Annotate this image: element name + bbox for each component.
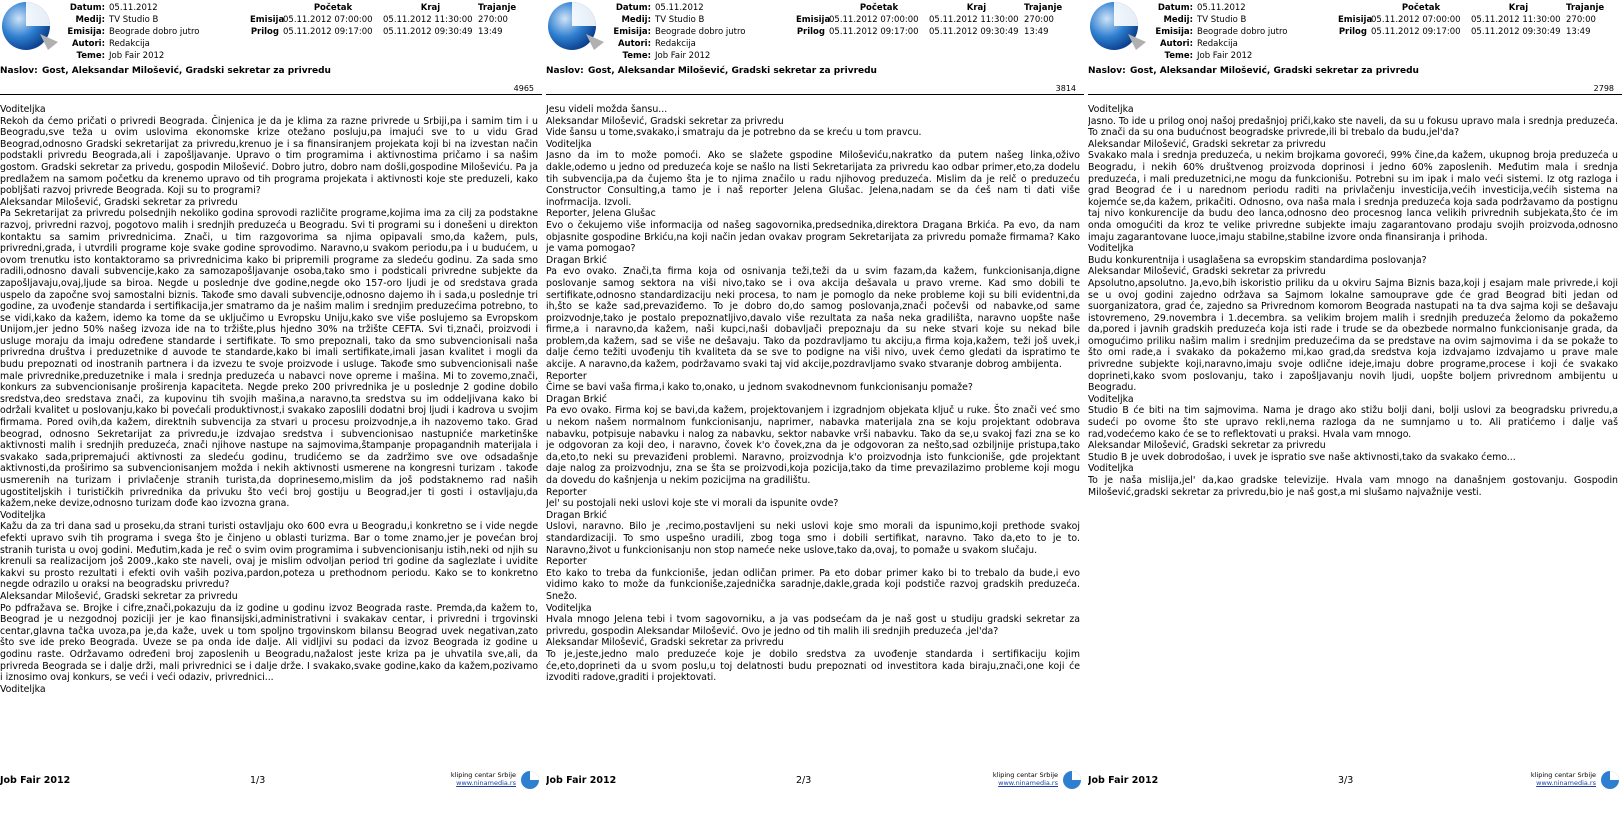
transcript-body xyxy=(0,104,542,695)
trajanje-header: Trajanje xyxy=(1566,3,1605,13)
autori-label: Autori: xyxy=(1159,39,1193,49)
naslov-label: Naslov: xyxy=(1088,66,1126,76)
transcript-paragraph: Po pdfražava se. Brojke i cifre,znači,pokazuju da iz godine u godinu izvoz Beograda raste. Premda,da kažem to, Beograd je u nezgodnoj poziciji jer je kao finansijski,administrativni i svakakav centar, i privredni i trgovinski centar,glavna tačka uvoza,pa je,da kaže, uvek u tom spoljno trgovinskom bilansu Beograd uvek negativan,zato što sve ide preko Beograda. Uveze se pa onda ide dalje. Ali vidljivi su podaci da izvoz Beograda iz godine u godinu raste. Održavamo određeni broj zaposlenih u Beogradu,nažalost jeste kriza pa je uhvatila sve,ali, da privreda Beograda se i dalje drži, mali privrednici se i dalje drže. I svakako,svake godine,kako da kažem,pozivamo i iznosimo ovaj konkurs, se veći i veći odaziv, privrednici... xyxy=(0,602,538,684)
emisija-kraj: 05.11.2012 11:30:00 xyxy=(383,15,473,25)
emisija-pocetak: 05.11.2012 07:00:00 xyxy=(829,15,919,25)
medij-label: Medij: xyxy=(1163,15,1193,25)
autori-label: Autori: xyxy=(617,39,651,49)
teme-value: Job Fair 2012 xyxy=(1197,51,1253,61)
speaker-label: Aleksandar Milošević, Gradski sekretar za privredu xyxy=(0,196,238,208)
autori-value: Redakcija xyxy=(109,39,150,49)
speaker-label: Dragan Brkić xyxy=(546,509,607,521)
emisija-pocetak: 05.11.2012 07:00:00 xyxy=(283,15,373,25)
speaker-label: Aleksandar Milošević, Gradski sekretar za privredu xyxy=(0,590,238,602)
header-divider xyxy=(0,94,542,95)
autori-label: Autori: xyxy=(71,39,105,49)
broadcast-meta xyxy=(608,2,745,62)
emisija-kraj: 05.11.2012 11:30:00 xyxy=(1471,15,1561,25)
transcript-paragraph: Vide šansu u tome,svakako,i smatraju da je potrebno da se kreću u tom pravcu. xyxy=(546,127,922,139)
prilog-pocetak: 05.11.2012 09:17:00 xyxy=(829,27,919,37)
prilog-row-label: Prilog xyxy=(1338,27,1367,37)
timing-table xyxy=(796,2,1064,38)
naslov-line xyxy=(546,66,1084,76)
pocetak-header: Početak xyxy=(859,3,899,13)
prilog-trajanje: 13:49 xyxy=(1566,27,1591,37)
document-page-1 xyxy=(0,0,542,817)
teme-label: Teme: xyxy=(1164,51,1193,61)
emisija-label: Emisija: xyxy=(67,27,105,37)
emisija-trajanje: 270:00 xyxy=(1566,15,1596,25)
transcript-paragraph: Pa evo ovako. Znači,ta firma koja od osnivanja teži,teži da u svim fazam,da kažem, funkcionisanja,digne poslovanje samog sektora na viši nivo,tako se i ova akcija dešavala u pravo vreme. Kad smo dobili te sertifikate,odnosno standardizaciju neki procesa, to nam je pomoglo da neke probleme koji su bili evidentni,da ih,što se kaže sad,prevaziđemo. To je dobro do,do samog poslovanja,znači počevši od nabavke,od same proizvodnje,tako je postalo prepoznatljivo,davalo više rezultata za naša neka gradilišta, naravno uopšte naše firme,a i naravno,da kažem, naši kupci,naši dobavljači prepoznaju da su neke stvari koje su nekad bile problem,da kažem, sad se više ne dešavaju. Tako da pozdravljamo tu akciju,a firma koja,kažem, teži još uvek,i dalje ćemo težiti uvođenju tih kvaliteta da se sve to podigne na viši nivo, uvek ćemo gledati da ispratimo te akcije. A naravno,da kažem, podržavamo svaki taj vid akcije,pozdravljamo svako stvaranje dobrog ambijenta. xyxy=(546,266,1080,371)
prilog-kraj: 05.11.2012 09:30:49 xyxy=(383,27,473,37)
medij-label: Medij: xyxy=(621,15,651,25)
page-footer xyxy=(546,770,1084,800)
emisija-trajanje: 270:00 xyxy=(478,15,508,25)
pocetak-header: Početak xyxy=(1401,3,1441,13)
transcript-paragraph: Jasno da im to može pomoći. Ako se slažete gspodine Miloševiću,nakratko da putem našeg linka,oživo dakle,odemo u jedno od preduzeća koje se našlo na listi Sekretarijata za privredu kao odbar primer,eto,za dodelu tih subvencija,pa da čujemo šta je to njima značilo u radu njihovog preduzeća. Mislim da je relč o preduzeću Constructor Consulting,a tamo je i naš reporter Jelena Glušac. Jelena,nadam se da ćeš nam ti dati više inofrmacija. Izvoli. xyxy=(546,150,1080,208)
speaker-label: Aleksandar Milošević, Gradski sekretar za privredu xyxy=(1088,138,1326,150)
transcript-paragraph: Jasno. To ide u prilog onoj našoj predašnjoj priči,kako ste naveli, da su u fokusu upravo mala i srednja preduzeća. To znači da su ona budućnost beogradske privrede,ili bi trebalo da budu,jel'da? xyxy=(1088,115,1618,139)
footer-brand xyxy=(451,771,516,787)
footer-brand-name: kliping centar Srbije xyxy=(450,771,516,779)
emisija-value: Beograde dobro jutro xyxy=(109,27,200,37)
footer-url-link[interactable]: www.ninamedia.rs xyxy=(998,779,1058,787)
autori-value: Redakcija xyxy=(1197,39,1238,49)
page-header xyxy=(1088,0,1622,66)
medij-value: TV Studio B xyxy=(109,15,159,25)
character-count: 3814 xyxy=(1055,84,1076,93)
medij-value: TV Studio B xyxy=(655,15,705,25)
header-divider xyxy=(546,94,1084,95)
naslov-label: Naslov: xyxy=(546,66,584,76)
speaker-label: Aleksandar Milošević, Gradski sekretar za privredu xyxy=(546,115,784,127)
naslov-value: Gost, Aleksandar Milošević, Gradski sekretar za privredu xyxy=(588,66,877,76)
kraj-header: Kraj xyxy=(1508,3,1529,13)
broadcast-meta xyxy=(62,2,199,62)
transcript-paragraph: Rekoh da ćemo pričati o privredi Beograda. Činjenica je da je klima za razne privrede u Srbiji,pa i samim tim i u Beogradu,sve teža u ovim uslovima ekonomske krize otežano posluju,pa imajući sve to u vidu Grad Beograd,odnosno Gradski sekretarijat za privredu,krenuo je i sa finansiranjem projekata koji bi na izvestan način podstakli privredu Beograda,ali i zapošljavanje. Upravo o tim programima i aktivnostima pričamo i sa našim gostom. Gradski sekretar za privedu, gospodin Milošević. Dobro jutro, dobro nam došli,gospodine Miloševiću. Pa ja predlažem na samom početku da krenemo upravo od tih programa projekata i aktivnosti koje ste preduzeli, kako pobljšati razvoj privrede Beograda. Koji su to programi? xyxy=(0,115,538,197)
datum-value: 05.11.2012 xyxy=(109,3,158,13)
transcript-paragraph: Hvala mnogo Jelena tebi i tvom sagovorniku, a ja vas podsećam da je naš gost u studiju gradski sekretar za privredu, gospodin Aleksandar Milošević. Ovo je jedno od tih malih ili srednjih preduzeća ,jel'da? xyxy=(546,614,1080,637)
pocetak-header: Početak xyxy=(313,3,353,13)
speaker-label: Aleksandar Milošević, Gradski sekretar za privredu xyxy=(1088,266,1326,278)
transcript-paragraph: Evo o čekujemo više informacija od našeg sagovornika,predsednika,direktora Dragana Brkića. Pa evo, da nam objasnite gospodine Brkiću,na koji način jedan ovakav program Sekretarijata za privredu pomaže firmama? Kako je vama pomogao? xyxy=(546,219,1080,255)
page-footer xyxy=(1088,770,1622,800)
transcript-paragraph: Čime se bavi vaša firma,i kako to,onako, u jednom svakodnevnom funkcionisanju pomaže? xyxy=(546,382,973,394)
speaker-label: Voditeljka xyxy=(1088,463,1134,475)
ninamedia-globe-logo-icon xyxy=(546,0,606,54)
datum-value: 05.11.2012 xyxy=(655,3,704,13)
speaker-label: Voditeljka xyxy=(0,104,46,115)
emisija-label: Emisija: xyxy=(613,27,651,37)
footer-brand xyxy=(1531,771,1596,787)
speaker-label: Voditeljka xyxy=(1088,393,1134,405)
medij-value: TV Studio B xyxy=(1197,15,1247,25)
broadcast-meta xyxy=(1150,2,1287,62)
emisija-value: Beograde dobro jutro xyxy=(655,27,746,37)
naslov-label: Naslov: xyxy=(0,66,38,76)
ninamedia-globe-logo-icon xyxy=(1088,0,1148,54)
page-header xyxy=(546,0,1084,66)
speaker-label: Reporter xyxy=(546,556,587,568)
datum-label: Datum: xyxy=(1157,3,1193,13)
trajanje-header: Trajanje xyxy=(1024,3,1063,13)
prilog-trajanje: 13:49 xyxy=(478,27,503,37)
prilog-row-label: Prilog xyxy=(796,27,825,37)
naslov-value: Gost, Aleksandar Milošević, Gradski sekretar za privredu xyxy=(1130,66,1419,76)
transcript-paragraph: Svakako mala i srednja preduzeća, u nekim brojkama govoreći, 99% čine,da kažem, ukupnog broja preduzeća u Beogradu, i nekih 60% društvenog proizvoda doprinosi i jedno 60% zaposlenih. Međutim mala i srednja preduzeća, i mali preduzetnici,ne mogu da funkcionišu. Potrebni su im ipak i malo veći sistemi. Iz otg razloga i grad Beograd će i u narednom periodu raditi na privlačenju investicija,većih investicija,većih sistema na kojemće se,da kažem, prikačiti. Odnosno, ova naša mala i srednja preduzeća koja sada podržavamo da postignu taj nivo konkurencije da budu deo lanca,odnosno deo procesnog lanca velikih privrednih subjekata,što će im onda omogućiti da kroz te velike privredne subjekte imaju zagarantovano prodaju svojih proizvoda,odnosno imaju zagarantovane luoce,imaju stabilne,stabilne izvore onda finansiranja i prihoda. xyxy=(1088,150,1618,243)
transcript-body xyxy=(1088,104,1622,498)
emisija-pocetak: 05.11.2012 07:00:00 xyxy=(1371,15,1461,25)
page-indicator: 2/3 xyxy=(796,775,812,786)
transcript-paragraph: Studio B je uvek dobrodošao, i uvek je ispratio sve naše aktivnosti,tako da svakako ćemo... xyxy=(1088,451,1516,463)
page-footer xyxy=(0,770,542,800)
transcript-paragraph: Uslovi, naravno. Bilo je ,recimo,postavljeni su neki uslovi koje smo morali da ispunimo,koji prethode svakoj standardizaciji. To smo uspešno uradili, zbog toga smo i dobili sertifikat, naravno. Tako da,eto to je to. Naravno,život u funkcionisanju non stop nameće neke uslove,tako da,ovaj, to pomaže u svakom slučaju. xyxy=(546,521,1080,556)
speaker-label: Reporter xyxy=(546,486,587,498)
footer-brand-name: kliping centar Srbije xyxy=(992,771,1058,779)
transcript-paragraph: Jesu videli možda šansu... xyxy=(546,104,668,115)
speaker-label: Voditeljka xyxy=(1088,104,1134,115)
datum-label: Datum: xyxy=(69,3,105,13)
transcript-paragraph: Eto kako to treba da funkcioniše, jedan odličan primer. Pa eto dobar primer kako bi to trebalo da bude,i evo vidimo kako to može da funkcioniše,zajednička saradnje,dakle,grada koji podstiče razvoj gradskih preduzeća. Snežo. xyxy=(546,567,1080,602)
transcript-paragraph: Jel' su postojali neki uslovi koje ste vi morali da ispunite ovde? xyxy=(546,498,839,510)
emisija-kraj: 05.11.2012 11:30:00 xyxy=(929,15,1019,25)
ninamedia-globe-icon xyxy=(1062,770,1082,790)
kraj-header: Kraj xyxy=(966,3,987,13)
medij-label: Medij: xyxy=(75,15,105,25)
speaker-label: Dragan Brkić xyxy=(546,254,607,266)
emisija-value: Beograde dobro jutro xyxy=(1197,27,1288,37)
speaker-label: Voditeljka xyxy=(546,602,592,614)
speaker-label: Voditeljka xyxy=(546,138,592,150)
timing-table xyxy=(250,2,518,38)
prilog-kraj: 05.11.2012 09:30:49 xyxy=(1471,27,1561,37)
transcript-paragraph: Kažu da za tri dana sad u proseku,da strani turisti ostavljaju oko 600 evra u Beogradu,i konkretno se i vide negde efekti upravo svih tih programa i svega što je činjeno u oblasti turizma. Bar o tome znamo,jer je povećan broj stranih turista u ovoj godini. Međutim,kada je reč o svim ovim programima i subvencionisanju istih,neki od njih su krenuli sa realizacijom još 2009.,kako ste naveli, ovaj je mislim odvoljan period tri godine da saglezlate i uvidite kakvi su prosto rezultati i efekti ovih vaših poziva,pardon,poteza u prethodnom periodu. Kako se to konkretno negde odrazilo u oraksi na beogradsku privredu? xyxy=(0,521,538,591)
footer-title: Job Fair 2012 xyxy=(546,775,617,786)
trajanje-header: Trajanje xyxy=(478,3,517,13)
transcript-paragraph: To je naša mislija,jel' da,kao gradske televizije. Hvala vam mnogo na današnjem gostovanju. Gospodin Milošević,gradski sekretar za privredu,bio je naš gost,a mi slušamo najvažnije vesti. xyxy=(1088,475,1618,498)
document-page-2 xyxy=(546,0,1084,817)
character-count: 2798 xyxy=(1593,84,1614,93)
document-page-3 xyxy=(1088,0,1622,817)
speaker-label: Aleksandar Milošević, Gradski sekretar za privredu xyxy=(1088,440,1326,452)
kraj-header: Kraj xyxy=(420,3,441,13)
prilog-kraj: 05.11.2012 09:30:49 xyxy=(929,27,1019,37)
emisija-label: Emisija: xyxy=(1155,27,1193,37)
page-indicator: 1/3 xyxy=(250,775,266,786)
page-header xyxy=(0,0,542,66)
speaker-label: Reporter, Jelena Glušac xyxy=(546,208,656,220)
autori-value: Redakcija xyxy=(655,39,696,49)
teme-label: Teme: xyxy=(622,51,651,61)
page-indicator: 3/3 xyxy=(1338,775,1354,786)
prilog-pocetak: 05.11.2012 09:17:00 xyxy=(283,27,373,37)
emisija-row-label: Emisija xyxy=(1338,15,1373,25)
footer-title: Job Fair 2012 xyxy=(0,775,71,786)
emisija-row-label: Emisija xyxy=(796,15,831,25)
footer-brand xyxy=(993,771,1058,787)
speaker-label: Aleksandar Milošević, Gradski sekretar za privredu xyxy=(546,637,784,649)
transcript-paragraph: Budu konkurentnija i usaglašena sa evropskim standardima poslovanja? xyxy=(1088,254,1427,266)
teme-value: Job Fair 2012 xyxy=(109,51,165,61)
speaker-label: Voditeljka xyxy=(0,509,46,521)
speaker-label: Voditeljka xyxy=(1088,243,1134,255)
transcript-paragraph: Apsolutno,apsolutno. Ja,evo,bih iskoristio priliku da u okviru Sajma Biznis baza,koji j esajam male privrede,i koji se u ovoj godini zajedno održava sa Sajmom lokalne samouprave gde će grad Beograd biti jedan od suorganizatora, grad će, zajedno sa Privrednom komorom Beograda nastupati na ta dva sajma koji se dešavaju istovremeno, 29.novembra i 1.decembra. sa velikim brojem malih i srednjih preduzeća želomo da pokažemo da,pored i javnih gradskih preduzeća koja isti rade i trude se da obezbede normalno funkcionisanje grada, da omogućimo priliku našim malim i srednjim preduzećima da se predstave na ovim sajmovima i da se pokaže to što omi rade,a i svakako da pokažemo mi,kao grad,da sredstva koja izdvajamo izdvajamo u prave male privredne subjekte koji,naravno,imaju svoje odlične ideje,imaju dobre programe,procese i koji će svakako doprineti,kako svom poslovanju, tako i zapošljavanju novih ljudi, uopšte boljem privrednom ambijentu u Beogradu. xyxy=(1088,277,1618,394)
character-count: 4965 xyxy=(513,84,534,93)
prilog-row-label: Prilog xyxy=(250,27,279,37)
teme-value: Job Fair 2012 xyxy=(655,51,711,61)
timing-table xyxy=(1338,2,1606,38)
footer-brand-name: kliping centar Srbije xyxy=(1530,771,1596,779)
naslov-value: Gost, Aleksandar Milošević, Gradski sekretar za privredu xyxy=(42,66,331,76)
footer-url-link[interactable]: www.ninamedia.rs xyxy=(1536,779,1596,787)
prilog-trajanje: 13:49 xyxy=(1024,27,1049,37)
speaker-label: Voditeljka xyxy=(0,683,46,695)
datum-value: 05.11.2012 xyxy=(1197,3,1246,13)
transcript-paragraph: Pa evo ovako. Firma koj se bavi,da kažem, projektovanjem i izgradnjom objekata ključ u ruke. Što znači već smo u nekom našem normalnom funkcionisanju, naprimer, nabavka materijala zna se koju projektant odobrava nabavku, potpisuje nabavku i nalog za nabavku, sektor nabavke vrši nabavku. Tako da se,u svakoj fazi zna se ko je odgovoran za koji deo, i naravno, čovek k'o čovek,zna da je odgovoran za nešto,sad ozbiljnije pristupa,tako da,eto,to neki su prevaziđeni problemi. Naravno, proizvodnja k'o proizvodnja isto funkcioniše, gde projektant daje nalog za proizvodnju, zna se šta se proizvodi,koja pozicija,tako da time prevazilazimo probleme koji mogu da dovedu do kašnjenja u nekim pozicijma na gradilištu. xyxy=(546,405,1080,486)
speaker-label: Dragan Brkić xyxy=(546,393,607,405)
datum-label: Datum: xyxy=(615,3,651,13)
naslov-line xyxy=(0,66,542,76)
transcript-paragraph: Pa Sekretarijat za privredu polsednjih nekoliko godina sprovodi različite programe,kojima ima za cilj za podstakne razvoj, privredni razvoj, pogotovo malih i srednjih preduzeća u Beogradu. Svi ti programi su i donešeni u direkton kontaktu sa samim privrednicima. Znači, u tim razgovorima sa njima opipavali smo,da kažem, puls, privredni,grada, i utvrdili programe koje svake godine sprovodimo. Naravno,u svakom periodu,pa i u budućem, u ovom trenutku isto kontaktoramo sa privrednicima kako bi pripremili programe za sledeću godinu. Za sada smo radili,odnosno davali subvencije,kako za samozapošljavanje osoba,tako smo i podsticali privredne subjekte da zapošljavaju,ovaj,ljude sa biroa. Negde u poslednje dve godine,negde oko 157-oro ljudi je od sredstava grada uspelo da započne svoj samostalni biznis. Takođe smo davali subvencije,odnosno dajemo ih i sada,u poslednje tri godine, za uvođenje standarda i sertifikacija,jer smatramo da je našim malim i srednjim preduzećima potrebno, to se vidi,kako da kažem, idemo ka tome da se uključimo u Evropsku Uniju,kako sve više poslujemo sa Evropskom Unijom,jer jedno 50% našeg izvoza ide na to tržište,plus hjedno 30% na tržište CEFTA. Svi ti,znači, proizvodi i usluge moraju da imaju određene standarde i sertifikate. To smo prepoznali, tako da smo subvencionisali naša privredna društva i preduzetnike d auvode te standarde,kako bi imali sertifikate,imali jasan kvalitet i mogli da budu prepoznati od inostranih partnera i da izvezu te svoje proizvode i usluge. Takođe smo subvencionisali naše male privrednike,preduzetnike i mala i srednja preduzeća u nabavci nove opreme i mašina. Mi to zovemo,znači, konkurs za subvencionisanje proširenja kapaciteta. Negde preko 200 privrednika je u poslednje 2 godine dobilo sredstva,deo sredstava znači, za kupovinu tih svojih mašina,a naravno,ta sredstva su im oddeljivana kako bi održali kvalitet u poslovanju,kako bi povećali produktivnost,i svakako zaposlili dodatni broj ljudi i kadrova u svojim firmama. Pored ovih,da kažem, direktnih subvencija za stvari u procesu proizvodnje,a ih nazovemo tako. Grad beograd, odnosno Sekretarijat za privredu,je izdvajao sredstva i subvencionisao nastupniće marketinške aktivnosti malih i srednjih preduzeća, znači njihove nastupe na sajmovima,štampanje propagandnih materijala i svakako sada,pripremajući aktivnosti za sledeću godinu, trudićemo se da zadržimo sve ove odsadašnje aktivnosti,da proširimo sa subvencionisanjem možda i nekih aktivnosti usmerene na kongresni turizam . takođe usmerenih na turizam i privlačenje stranih turista,da doprinesemo,mislim da još podstaknemo rad naših ugostiteljskih i turističkih privrednika da privuku što veći broj gostiju u Beograd,jer ti gosti i ostavljaju,da kažem,neke devize,odnosno turizam dođe kao izvozna grana. xyxy=(0,208,538,510)
transcript-paragraph: To je,jeste,jedno malo preduzeće koje je dobilo sredstva za uvođenje standarda i sertifikaciju kojim će,eto,doprineti da u svom poslu,u toj delatnosti budu prepoznati od investitora kada biraju,znači,one koji će izvoditi radove,graditi i projektovati. xyxy=(546,648,1080,684)
ninamedia-globe-icon xyxy=(520,770,540,790)
transcript-paragraph: Studio B će biti na tim sajmovima. Nama je drago ako stižu bolji dani, bolji uslovi za beogradsku privredu,a sudeći po ovome što ste upravo rekli,nema razloga da ne sumnjamo u to. Ali pratićemo i dalje vaš rad,vodećemo kako će se to reflektovati u praksi. Hvala vam mnogo. xyxy=(1088,405,1618,440)
ninamedia-globe-icon xyxy=(1600,770,1620,790)
naslov-line xyxy=(1088,66,1622,76)
emisija-row-label: Emisija xyxy=(250,15,285,25)
transcript-body xyxy=(546,104,1084,684)
prilog-pocetak: 05.11.2012 09:17:00 xyxy=(1371,27,1461,37)
speaker-label: Reporter xyxy=(546,370,587,382)
teme-label: Teme: xyxy=(76,51,105,61)
footer-url-link[interactable]: www.ninamedia.rs xyxy=(456,779,516,787)
header-divider xyxy=(1088,94,1622,95)
footer-title: Job Fair 2012 xyxy=(1088,775,1159,786)
ninamedia-globe-logo-icon xyxy=(0,0,60,54)
emisija-trajanje: 270:00 xyxy=(1024,15,1054,25)
